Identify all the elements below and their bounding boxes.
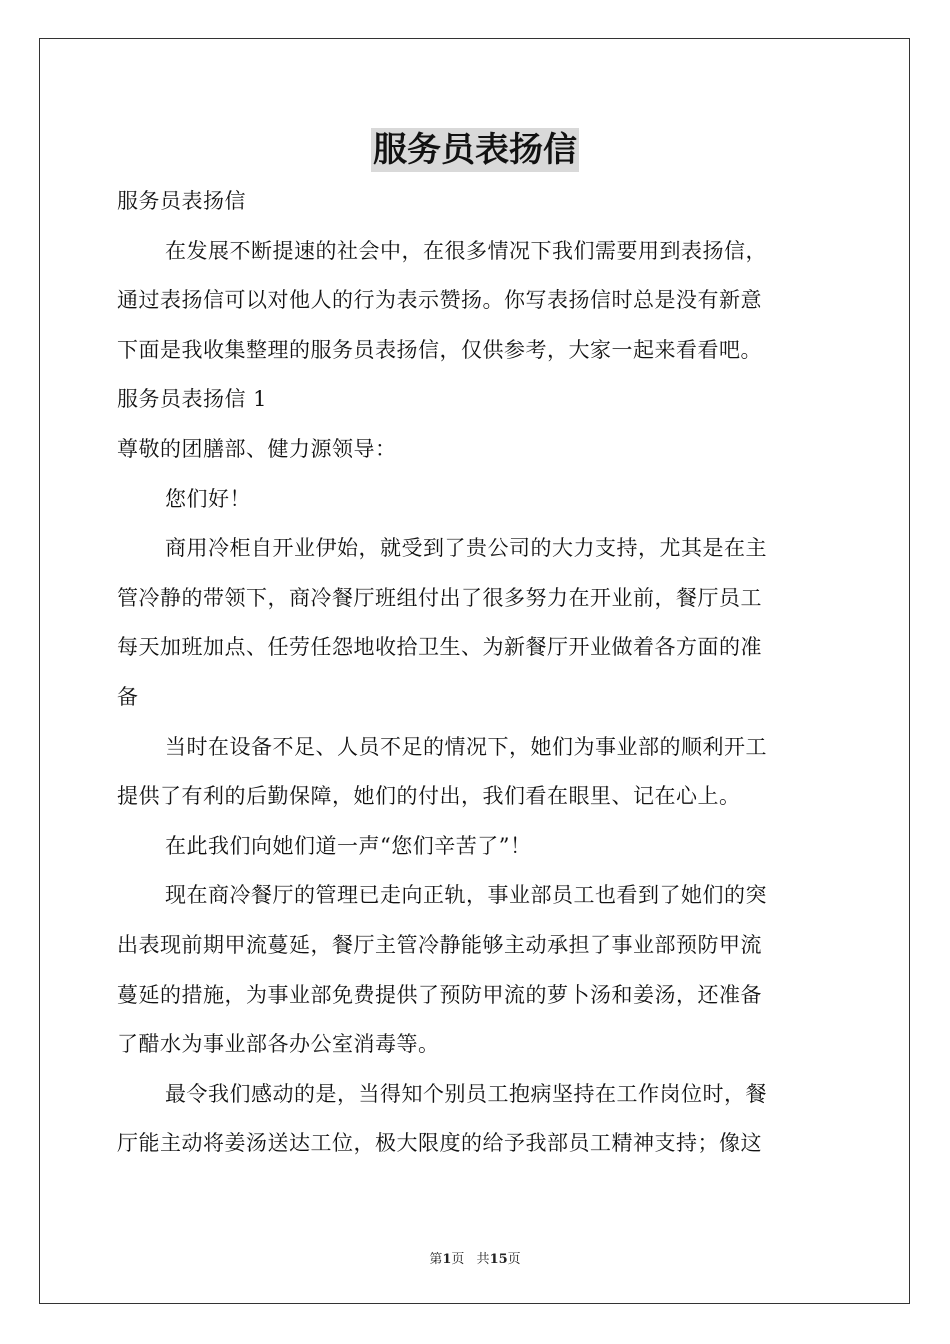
body-line: 尊敬的团膳部、健力源领导：: [117, 436, 397, 461]
page-footer: [0, 1248, 950, 1267]
body-line: 服务员表扬信 1: [117, 387, 268, 412]
body-line: 当时在设备不足、人员不足的情况下，她们为事业部的顺利开工: [165, 734, 767, 759]
body-line: 下面是我收集整理的服务员表扬信，仅供参考，大家一起来看看吧。: [117, 337, 762, 362]
body-line: 厅能主动将姜汤送达工位，极大限度的给予我部员工精神支持；像这: [117, 1131, 762, 1156]
total-pages-indicator: 共15页: [476, 1252, 521, 1267]
body-line: 了醋水为事业部各办公室消毒等。: [117, 1032, 440, 1057]
page-indicator: 第1页: [429, 1252, 465, 1267]
body-line: 备: [117, 684, 139, 709]
body-line: 提供了有利的后勤保障，她们的付出，我们看在眼里、记在心上。: [117, 784, 741, 809]
body-line: 最令我们感动的是，当得知个别员工抱病坚持在工作岗位时，餐: [165, 1081, 767, 1106]
body-line: 现在商冷餐厅的管理已走向正轨，事业部员工也看到了她们的突: [165, 883, 767, 908]
body-line: 蔓延的措施，为事业部免费提供了预防甲流的萝卜汤和姜汤，还准备: [117, 982, 762, 1007]
body-line: 商用冷柜自开业伊始，就受到了贵公司的大力支持，尤其是在主: [165, 536, 767, 561]
body-line: 通过表扬信可以对他人的行为表示赞扬。你写表扬信时总是没有新意: [117, 288, 762, 313]
body-line: 您们好！: [165, 486, 251, 511]
body-line: 在此我们向她们道一声“您们辛苦了”！: [165, 833, 532, 858]
body-line: 每天加班加点、任劳任怨地收拾卫生、为新餐厅开业做着各方面的准: [117, 635, 762, 660]
document-title: [0, 128, 950, 172]
body-line: 在发展不断提速的社会中，在很多情况下我们需要用到表扬信，: [165, 238, 767, 263]
body-line: 管冷静的带领下，商冷餐厅班组付出了很多努力在开业前，餐厅员工: [117, 585, 762, 610]
document-body: [117, 177, 837, 1169]
body-line: 出表现前期甲流蔓延，餐厅主管冷静能够主动承担了事业部预防甲流: [117, 932, 762, 957]
body-line: 服务员表扬信: [117, 189, 246, 213]
document-title-text: 服务员表扬信: [373, 130, 577, 170]
